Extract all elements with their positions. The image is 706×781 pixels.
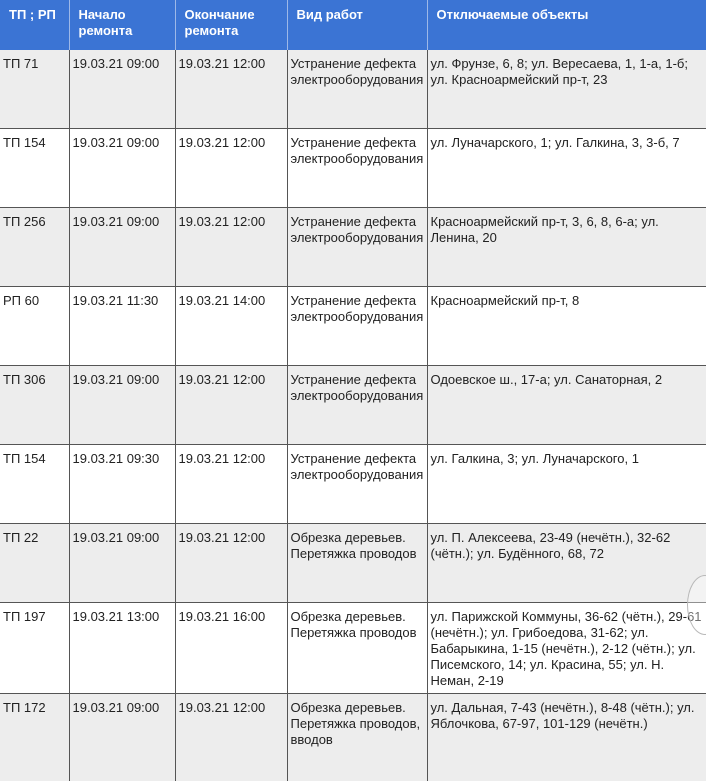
cell-objects: ул. Дальная, 7-43 (нечётн.), 8-48 (чётн.); ул. Яблочкова, 67-97, 101-129 (нечётн.) bbox=[427, 694, 706, 781]
table-row bbox=[0, 445, 706, 524]
cell-objects: ул. П. Алексеева, 23-49 (нечётн.), 32-62 (чётн.); ул. Будённого, 68, 72 bbox=[427, 524, 706, 603]
cell-work-type: Устранение дефекта электрооборудования bbox=[287, 208, 427, 287]
table-row bbox=[0, 129, 706, 208]
cell-station: ТП 172 bbox=[0, 694, 69, 781]
cell-end: 19.03.21 12:00 bbox=[175, 129, 287, 208]
cell-station: РП 60 bbox=[0, 287, 69, 366]
cell-work-type: Устранение дефекта электрооборудования bbox=[287, 50, 427, 129]
cell-objects: ул. Парижской Коммуны, 36-62 (чётн.), 29-61 (нечётн.); ул. Грибоедова, 31-62; ул. Бабарыкина, 1-15 (нечётн.), 2-12 (чётн.); ул. Писемского, 14; ул. Красина, 55; ул. Н. Неман, 2-19 bbox=[427, 603, 706, 694]
cell-objects: Красноармейский пр-т, 8 bbox=[427, 287, 706, 366]
cell-work-type: Устранение дефекта электрооборудования bbox=[287, 287, 427, 366]
cell-end: 19.03.21 12:00 bbox=[175, 366, 287, 445]
cell-objects: ул. Фрунзе, 6, 8; ул. Вересаева, 1, 1-а, 1-б; ул. Красноармейский пр-т, 23 bbox=[427, 50, 706, 129]
cell-objects: Одоевское ш., 17-а; ул. Санаторная, 2 bbox=[427, 366, 706, 445]
cell-start: 19.03.21 09:00 bbox=[69, 129, 175, 208]
cell-end: 19.03.21 12:00 bbox=[175, 208, 287, 287]
cell-end: 19.03.21 12:00 bbox=[175, 445, 287, 524]
cell-work-type: Обрезка деревьев. Перетяжка проводов bbox=[287, 603, 427, 694]
column-header-work-type: Вид работ bbox=[287, 0, 427, 50]
cell-station: ТП 154 bbox=[0, 445, 69, 524]
table-row bbox=[0, 366, 706, 445]
table-row bbox=[0, 603, 706, 694]
table-row bbox=[0, 524, 706, 603]
column-header-end: Окончание ремонта bbox=[175, 0, 287, 50]
cell-station: ТП 154 bbox=[0, 129, 69, 208]
table-row bbox=[0, 50, 706, 129]
column-header-start: Начало ремонта bbox=[69, 0, 175, 50]
column-header-station: ТП ; РП bbox=[0, 0, 69, 50]
cell-start: 19.03.21 09:00 bbox=[69, 524, 175, 603]
cell-start: 19.03.21 09:00 bbox=[69, 208, 175, 287]
cell-work-type: Устранение дефекта электрооборудования bbox=[287, 445, 427, 524]
table-row bbox=[0, 694, 706, 781]
table-row bbox=[0, 208, 706, 287]
cell-station: ТП 22 bbox=[0, 524, 69, 603]
table-header-row bbox=[0, 0, 706, 50]
column-header-objects: Отключаемые объекты bbox=[427, 0, 706, 50]
cell-end: 19.03.21 12:00 bbox=[175, 50, 287, 129]
cell-start: 19.03.21 13:00 bbox=[69, 603, 175, 694]
cell-end: 19.03.21 12:00 bbox=[175, 524, 287, 603]
cell-end: 19.03.21 14:00 bbox=[175, 287, 287, 366]
cell-start: 19.03.21 11:30 bbox=[69, 287, 175, 366]
cell-start: 19.03.21 09:00 bbox=[69, 366, 175, 445]
cell-objects: ул. Галкина, 3; ул. Луначарского, 1 bbox=[427, 445, 706, 524]
table-row bbox=[0, 287, 706, 366]
cell-end: 19.03.21 12:00 bbox=[175, 694, 287, 781]
cell-start: 19.03.21 09:00 bbox=[69, 694, 175, 781]
cell-objects: ул. Луначарского, 1; ул. Галкина, 3, 3-б, 7 bbox=[427, 129, 706, 208]
cell-start: 19.03.21 09:30 bbox=[69, 445, 175, 524]
cell-station: ТП 256 bbox=[0, 208, 69, 287]
cell-work-type: Обрезка деревьев. Перетяжка проводов, вводов bbox=[287, 694, 427, 781]
cell-work-type: Устранение дефекта электрооборудования bbox=[287, 129, 427, 208]
cell-station: ТП 306 bbox=[0, 366, 69, 445]
cell-station: ТП 197 bbox=[0, 603, 69, 694]
cell-work-type: Устранение дефекта электрооборудования bbox=[287, 366, 427, 445]
cell-station: ТП 71 bbox=[0, 50, 69, 129]
cell-start: 19.03.21 09:00 bbox=[69, 50, 175, 129]
cell-work-type: Обрезка деревьев. Перетяжка проводов bbox=[287, 524, 427, 603]
cell-objects: Красноармейский пр-т, 3, 6, 8, 6-а; ул. Ленина, 20 bbox=[427, 208, 706, 287]
cell-end: 19.03.21 16:00 bbox=[175, 603, 287, 694]
